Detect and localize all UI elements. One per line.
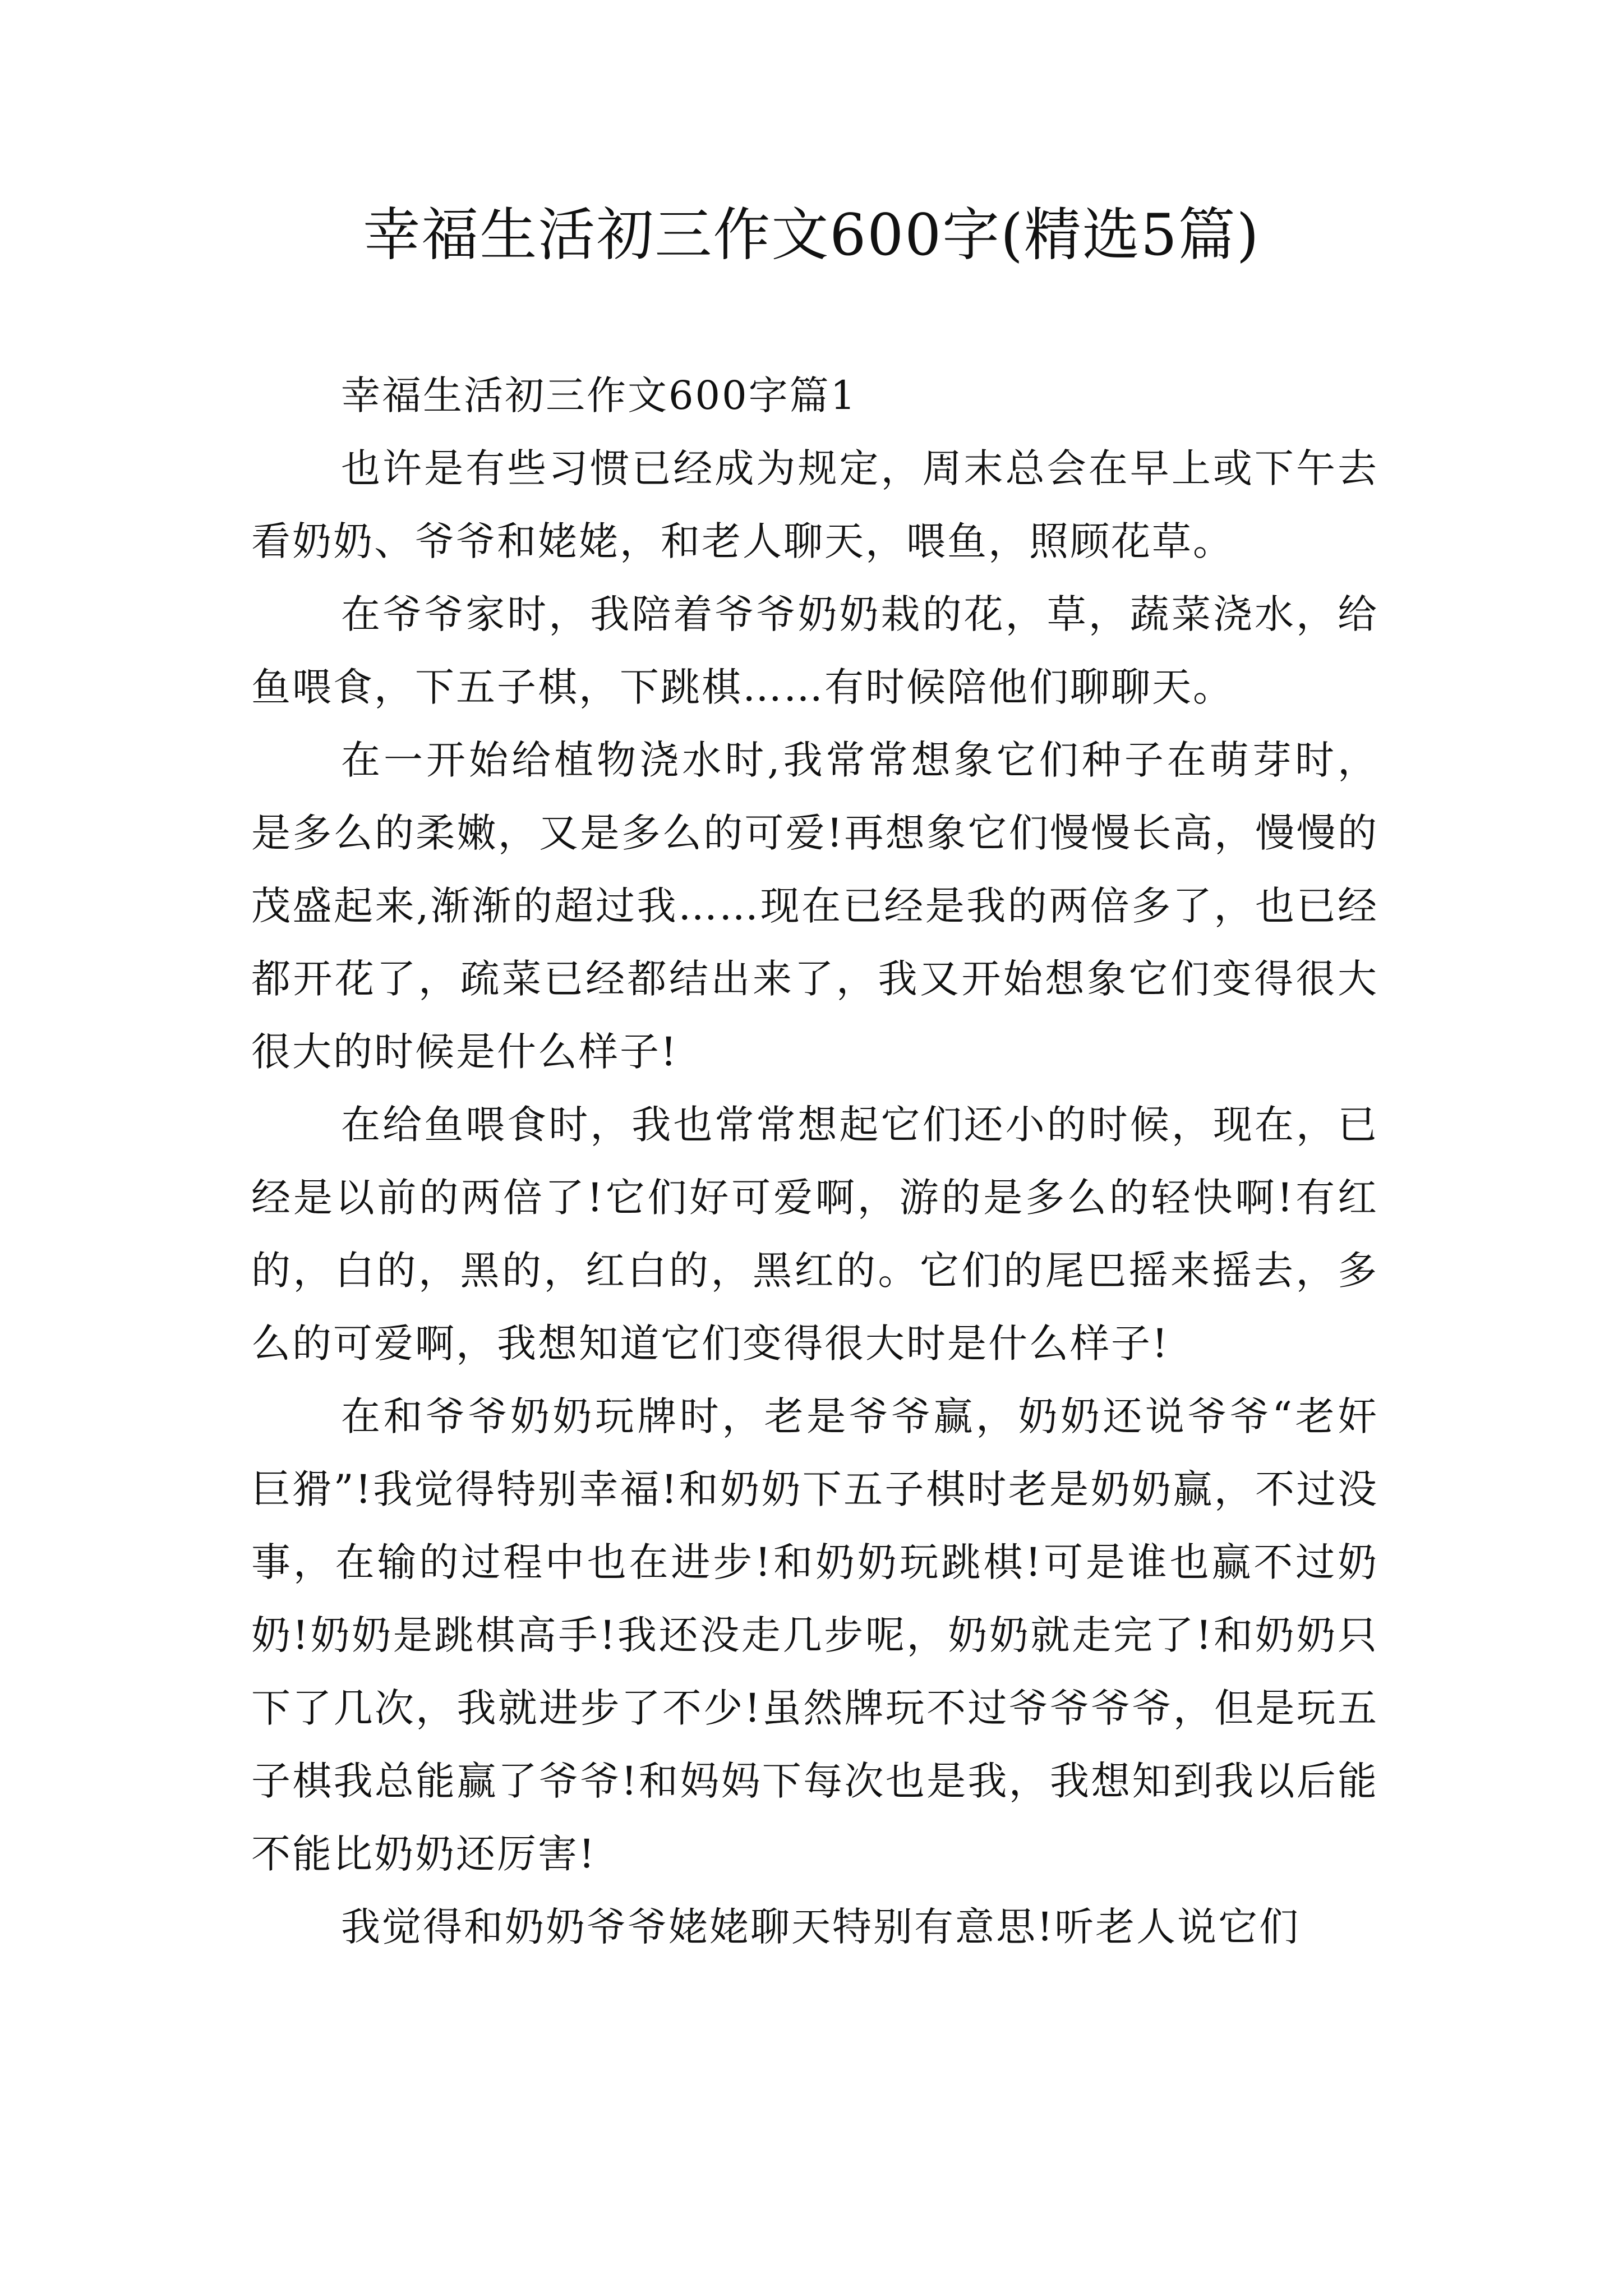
paragraph: 在和爷爷奶奶玩牌时，老是爷爷赢，奶奶还说爷爷“老奸巨猾”!我觉得特别幸福!和奶奶下五子棋时老是奶奶赢，不过没事，在输的过程中也在进步!和奶奶玩跳棋!可是谁也赢不过奶奶!奶奶是跳棋高手!我还没走几步呢，奶奶就走完了!和奶奶只下了几次，我就进步了不少!虽然牌玩不过爷爷爷爷，但是玩五子棋我总能赢了爷爷!和妈妈下每次也是我，我想知到我以后能不能比奶奶还厉害! [251, 1393, 1378, 1877]
paragraph: 在爷爷家时，我陪着爷爷奶奶栽的花，草，蔬菜浇水，给鱼喂食，下五子棋，下跳棋……有时候陪他们聊聊天。 [251, 591, 1378, 710]
document-body [251, 359, 1378, 1963]
section-heading: 幸福生活初三作文600字篇1 [341, 372, 857, 418]
paragraph: 我觉得和奶奶爷爷姥姥聊天特别有意思!听老人说它们 [341, 1904, 1301, 1950]
paragraph: 也许是有些习惯已经成为规定，周末总会在早上或下午去看奶奶、爷爷和姥姥，和老人聊天，喂鱼，照顾花草。 [251, 445, 1378, 564]
document-title: 幸福生活初三作文600字(精选5篇) [363, 202, 1260, 269]
paragraph: 在一开始给植物浇水时,我常常想象它们种子在萌芽时，是多么的柔嫩，又是多么的可爱!再想象它们慢慢长高，慢慢的茂盛起来,渐渐的超过我……现在已经是我的两倍多了，也已经都开花了，疏菜已经都结出来了，我又开始想象它们变得很大很大的时候是什么样子! [251, 737, 1378, 1075]
paragraph: 在给鱼喂食时，我也常常想起它们还小的时候，现在，已经是以前的两倍了!它们好可爱啊，游的是多么的轻快啊!有红的，白的，黑的，红白的，黑红的。它们的尾巴摇来摇去，多么的可爱啊，我想知道它们变得很大时是什么样子! [251, 1102, 1378, 1366]
